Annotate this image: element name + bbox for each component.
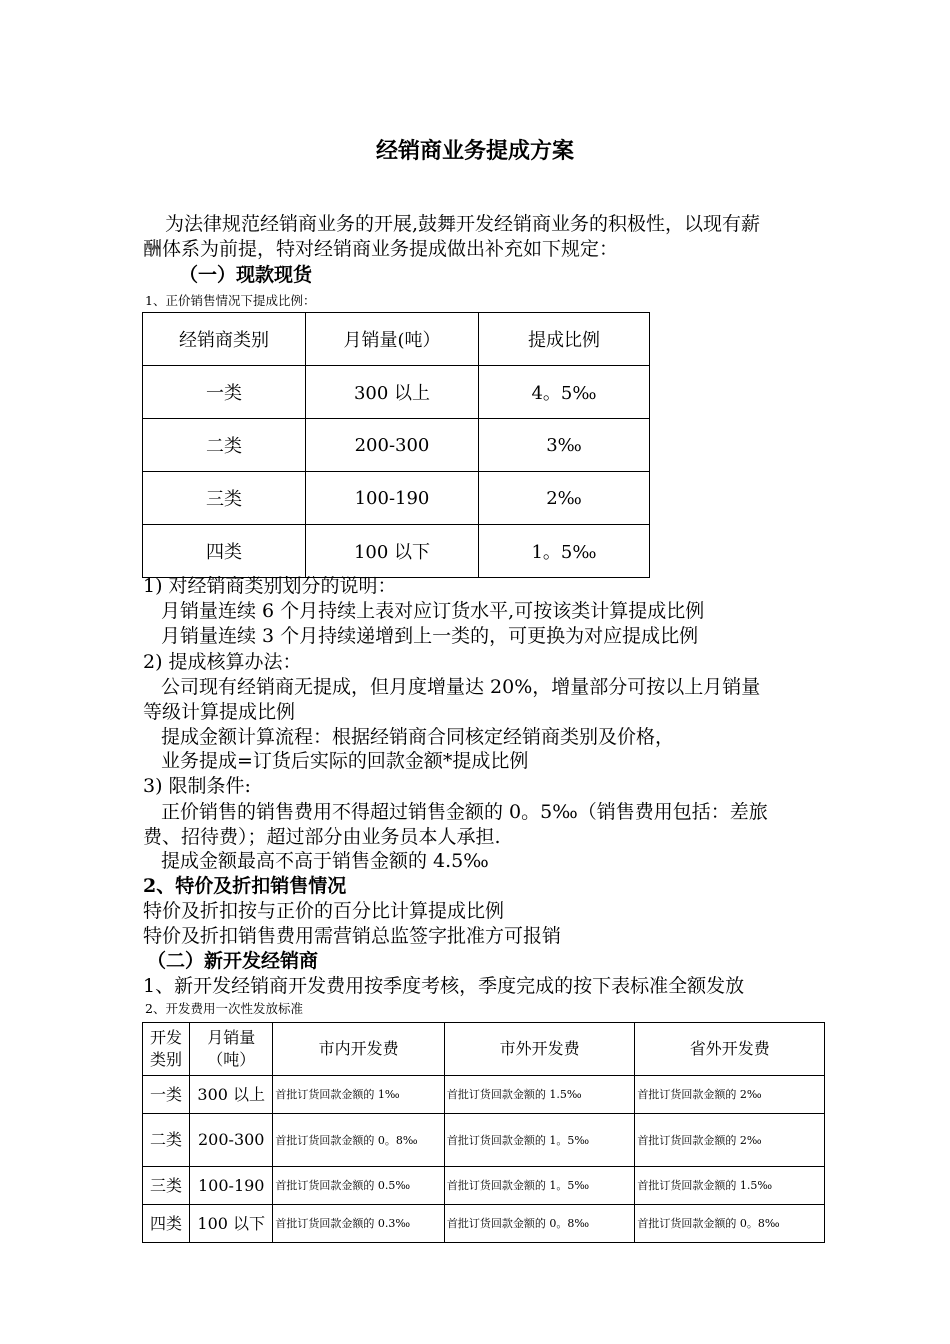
table-header-cell: 月销量（吨） xyxy=(190,1023,273,1076)
table-cell: 首批订货回款金额的 0。8‰ xyxy=(635,1205,825,1243)
table-row xyxy=(143,472,650,525)
table-cell: 首批订货回款金额的 1。5‰ xyxy=(444,1114,635,1167)
intro-line-1: 为法律规范经销商业务的开展,鼓舞开发经销商业务的积极性，以现有薪 xyxy=(165,213,761,235)
table-cell: 4。5‰ xyxy=(479,366,650,419)
table-cell: 首批订货回款金额的 0.3‰ xyxy=(273,1205,445,1243)
table-header-cell: 省外开发费 xyxy=(635,1023,825,1076)
note-1-a: 月销量连续 6 个月持续上表对应订货水平,可按该类计算提成比例 xyxy=(161,600,705,622)
table-cell: 首批订货回款金额的 2‰ xyxy=(635,1114,825,1167)
table-cell: 二类 xyxy=(143,419,306,472)
table-cell: 首批订货回款金额的 0。8‰ xyxy=(273,1114,445,1167)
note-3: 3) 限制条件: xyxy=(143,775,251,797)
table-row xyxy=(143,525,650,578)
special-price-line-1: 特价及折扣按与正价的百分比计算提成比例 xyxy=(143,900,505,922)
table-cell: 首批订货回款金额的 0。8‰ xyxy=(444,1205,635,1243)
table-header-cell: 开发类别 xyxy=(143,1023,190,1076)
special-price-line-2: 特价及折扣销售费用需营销总监签字批准方可报销 xyxy=(143,925,562,947)
table-cell: 首批订货回款金额的 1。5‰ xyxy=(444,1167,635,1205)
table-row xyxy=(143,1076,825,1114)
note-3-b: 提成金额最高不高于销售金额的 4.5‰ xyxy=(161,850,489,872)
section-1-heading: （一）现款现货 xyxy=(179,264,313,286)
note-1: 1) 对经销商类别划分的说明： xyxy=(143,575,397,597)
section-2-line-1: 1、新开发经销商开发费用按季度考核，季度完成的按下表标准全额发放 xyxy=(143,975,745,997)
section-1-sub-1: 1、正价销售情况下提成比例： xyxy=(145,293,316,308)
table-row xyxy=(143,419,650,472)
table-header-row xyxy=(143,1023,825,1076)
table-cell: 首批订货回款金额的 1.5‰ xyxy=(444,1076,635,1114)
section-2-sub-2: 2、开发费用一次性发放标准 xyxy=(145,1001,303,1016)
table-cell: 100 以下 xyxy=(190,1205,273,1243)
commission-rate-table xyxy=(142,312,650,578)
table-row xyxy=(143,366,650,419)
table-cell: 首批订货回款金额的 0.5‰ xyxy=(273,1167,445,1205)
note-1-b: 月销量连续 3 个月持续递增到上一类的，可更换为对应提成比例 xyxy=(161,625,699,647)
table-cell: 首批订货回款金额的 2‰ xyxy=(635,1076,825,1114)
section-2-heading: （二）新开发经销商 xyxy=(147,950,319,972)
note-2: 2) 提成核算办法： xyxy=(143,651,302,673)
table-cell: 300 以上 xyxy=(306,366,479,419)
note-2-c: 业务提成=订货后实际的回款金额*提成比例 xyxy=(161,750,529,772)
table-cell: 100 以下 xyxy=(306,525,479,578)
note-3-a-line-1: 正价销售的销售费用不得超过销售金额的 0。5‰（销售费用包括：差旅 xyxy=(161,801,768,823)
table-cell: 3‰ xyxy=(479,419,650,472)
table-cell: 300 以上 xyxy=(190,1076,273,1114)
table-cell: 一类 xyxy=(143,1076,190,1114)
table-cell: 三类 xyxy=(143,472,306,525)
table-cell: 200-300 xyxy=(190,1114,273,1167)
table-cell: 一类 xyxy=(143,366,306,419)
table-cell: 100-190 xyxy=(190,1167,273,1205)
table-cell: 四类 xyxy=(143,525,306,578)
table-cell: 四类 xyxy=(143,1205,190,1243)
intro-line-2: 酬体系为前提，特对经销商业务提成做出补充如下规定： xyxy=(143,238,619,260)
table-cell: 200-300 xyxy=(306,419,479,472)
table-header-cell: 市外开发费 xyxy=(444,1023,635,1076)
note-2-a-line-2: 等级计算提成比例 xyxy=(143,701,296,723)
table-cell: 首批订货回款金额的 1‰ xyxy=(273,1076,445,1114)
table-header-row xyxy=(143,313,650,366)
table-row xyxy=(143,1205,825,1243)
table-row xyxy=(143,1114,825,1167)
note-3-a-line-2: 费、招待费）；超过部分由业务员本人承担. xyxy=(143,826,501,848)
note-2-a-line-1: 公司现有经销商无提成，但月度增量达 20%，增量部分可按以上月销量 xyxy=(161,676,761,698)
table-cell: 三类 xyxy=(143,1167,190,1205)
table-header-cell: 市内开发费 xyxy=(273,1023,445,1076)
development-fee-table xyxy=(142,1022,825,1243)
table-cell: 1。5‰ xyxy=(479,525,650,578)
table-cell: 首批订货回款金额的 1.5‰ xyxy=(635,1167,825,1205)
special-price-heading: 2、特价及折扣销售情况 xyxy=(143,875,347,897)
table-row xyxy=(143,1167,825,1205)
note-2-b: 提成金额计算流程：根据经销商合同核定经销商类别及价格， xyxy=(161,726,675,748)
table-cell: 100-190 xyxy=(306,472,479,525)
table-header-cell: 月销量(吨） xyxy=(306,313,479,366)
document-title: 经销商业务提成方案 xyxy=(375,138,574,164)
table-header-cell: 经销商类别 xyxy=(143,313,306,366)
table-cell: 二类 xyxy=(143,1114,190,1167)
table-cell: 2‰ xyxy=(479,472,650,525)
table-header-cell: 提成比例 xyxy=(479,313,650,366)
